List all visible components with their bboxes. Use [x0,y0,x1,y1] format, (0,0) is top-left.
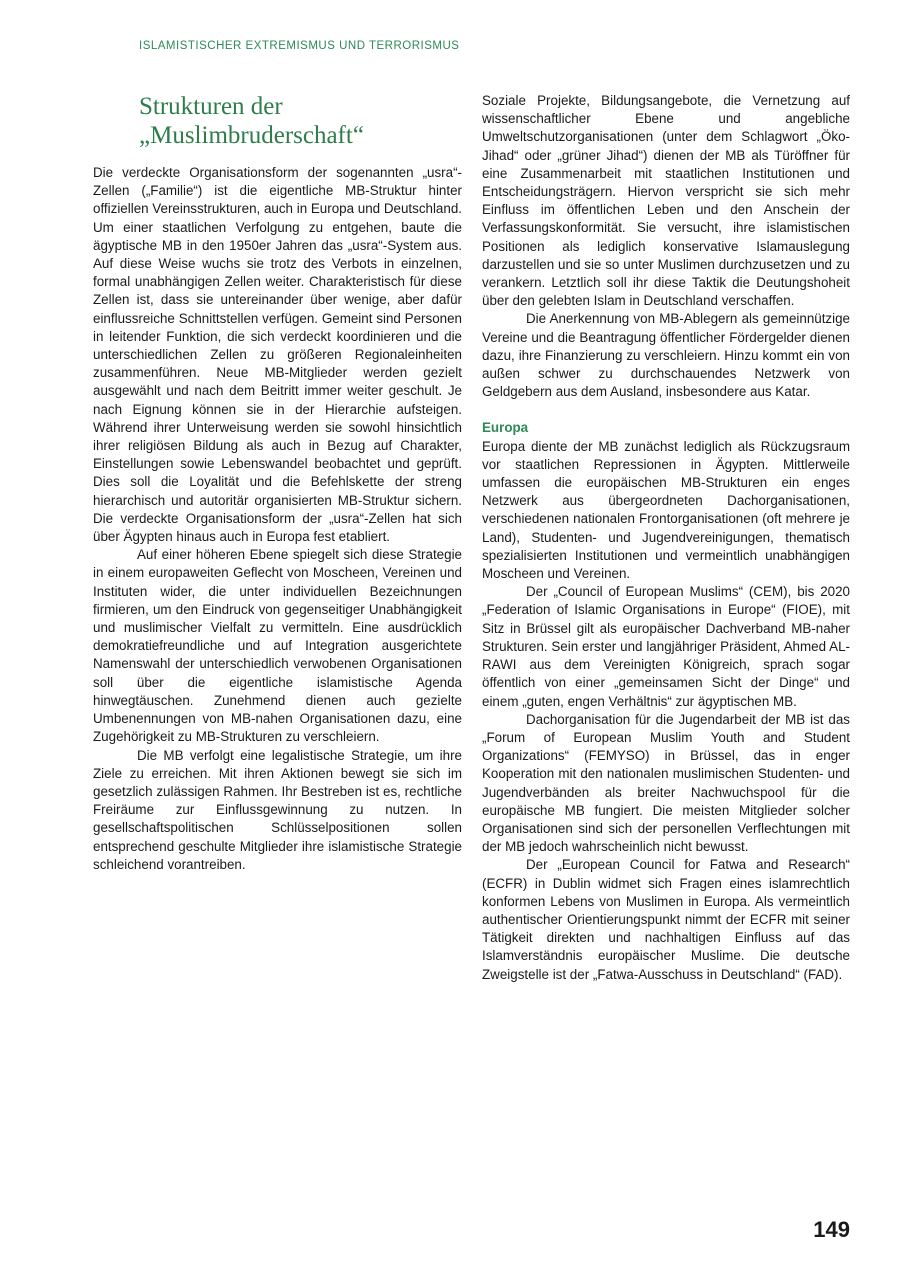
paragraph-financing: Die Anerkennung von MB-Ablegern als gemeinnützige Vereine und die Beantragung öffentlicher Fördergelder dienen dazu, ihre Finanzierung zu verschleiern. Hinzu kommt ein von außen schwer zu durchschauendes Netzwerk von Geldgebern aus dem Ausland, insbesondere aus Katar. [482,311,850,400]
paragraph-usra-cells: Die verdeckte Organisationsform der sogenannten „usra“-Zellen („Familie“) ist die eigentliche MB-Struktur hinter offiziellen Vereinsstrukturen, auch in Europa und Deutschland. Um einer staatlichen Verfolgung zu entgehen, baute die ägyptische MB in den 1950er Jahren das „usra“-System aus. Auf diese Weise wuchs sie trotz des Verbots in einzelnen, formal unabhängigen Zellen weiter. Charakteristisch für diese Zellen ist, dass sie untereinander über wenige, aber dafür einflussreiche Schnittstellen verfügen. Gemeint sind Personen in leitender Funktion, die sich verdeckt koordinieren und die unterschiedlichen Zellen zu größeren Regionaleinheiten zusammenführen. Neue MB-Mitglieder werden gezielt ausgewählt und nach dem Beitritt immer weiter geschult. Je nach Eignung können sie in der Hierarchie aufsteigen. Während ihrer Unterweisung werden sie sowohl hinsichtlich ihrer religiösen Bildung als auch in Bezug auf Charakter, Einstellungen sowie Lebenswandel beobachtet und geprüft. Dies soll die Loyalität und die Befehlskette der streng hierarchisch und autoritär organisierten MB-Struktur sichern. Die verdeckte Organisationsform der „usra“-Zellen hat sich über Ägypten hinaus auch in Europa fest etabliert. [93,165,462,545]
section-title-line1: Strukturen der [139,93,283,120]
paragraph-european-network: Auf einer höheren Ebene spiegelt sich diese Strategie in einem europaweiten Geflecht von Moscheen, Vereinen und Instituten wider, die unter individuellen Bezeichnungen firmieren, um den Eindruck von gegenseitiger Unabhängigkeit und muslimischer Vielfalt zu vermitteln. Eine ausdrücklich demokratiefreundliche und auf Integration ausgerichtete Namenswahl der unterschiedlich verwobenen Organisationen soll über die eigentliche islamistische Agenda hinwegtäuschen. Zunehmend dienen auch gezielte Umbenennungen von MB-nahen Organisationen dazu, eine Zugehörigkeit zu MB-Strukturen zu verschleiern. [93,547,462,745]
page-number: 149 [813,1217,850,1242]
section-title [139,92,462,150]
paragraph-cem: Der „Council of European Muslims“ (CEM), bis 2020 „Federation of Islamic Organisations in Europe“ (FIOE), mit Sitz in Brüssel gilt als europäischer Dachverband MB-naher Strukturen. Sein erster und langjähriger Präsident, Ahmed AL-RAWI aus dem Vereinigten Königreich, sprach sogar öffentlich von einer „gemeinsamen Sicht der Dinge“ und einem „guten, engen Verhältnis“ zur ägyptischen MB. [482,584,850,709]
section-title-line2: „Muslimbruderschaft“ [139,122,364,149]
running-header: ISLAMISTISCHER EXTREMISMUS UND TERRORISMUS [139,40,460,52]
right-column [482,92,850,984]
subhead-europa: Europa [482,420,529,436]
left-column [93,92,462,874]
paragraph-legalistic-strategy: Die MB verfolgt eine legalistische Strategie, um ihre Ziele zu erreichen. Mit ihren Aktionen bewegt sie sich im gesetzlich zulässigen Rahmen. Ihr Bestreben ist es, rechtliche Freiräume zur Einflussgewinnung zu nutzen. In gesellschaftspolitischen Schlüsselpositionen sollen entsprechend geschulte Mitglieder ihre islamistische Strategie schleichend vorantreiben. [93,747,462,872]
paragraph-femyso: Dachorganisation für die Jugendarbeit der MB ist das „Forum of European Muslim Youth and Student Organizations“ (FEMYSO) in Brüssel, das in enger Kooperation mit den nationalen muslimischen Studenten- und Jugendverbänden als breiter Nachwuchspool für die europäische MB fungiert. Die meisten Mitglieder solcher Organisationen sind sich der personellen Verflechtungen mit der MB jedoch wahrscheinlich nicht bewusst. [482,711,850,855]
paragraph-social-projects: Soziale Projekte, Bildungsangebote, die Vernetzung auf wissenschaftlicher Ebene und angebliche Umweltschutzorganisationen (unter dem Schlagwort „Öko-Jihad“ oder „grüner Jihad“) dienen der MB als Türöffner für eine Zusammenarbeit mit staatlichen Institutionen und Entscheidungsträgern. Hiervon verspricht sie sich mehr Einfluss im öffentlichen Leben und den Anschein der Verfassungskonformität. Sie versucht, ihre islamistischen Positionen als lediglich konservative Islamauslegung darzustellen und sie so unter Muslimen durchzusetzen und zu verankern. Letztlich soll ihr diese Taktik die Deutungshoheit über den gelebten Islam in Deutschland verschaffen. [482,93,850,309]
paragraph-europa-intro: Europa diente der MB zunächst lediglich als Rückzugsraum vor staatlichen Repressionen in Ägypten. Mittlerweile umfassen die europäischen MB-Strukturen ein enges Netzwerk aus übergeordneten Dachorganisationen, verschiedenen nationalen Frontorganisationen (oft mehrere je Land), Studenten- und Jugendvereinigungen, thematisch spezialisierten Institutionen und vermeintlich unabhängigen Moscheen und Vereinen. [482,438,850,582]
paragraph-ecfr: Der „European Council for Fatwa and Research“ (ECFR) in Dublin widmet sich Fragen eines islamrechtlich konformen Lebens von Muslimen in Europa. Als vermeintlich authentischer Orientierungspunkt nimmt der ECFR mit seiner Tätigkeit direkten und nachhaltigen Einfluss auf das Islamverständnis europäischer Muslime. Die deutsche Zweigstelle ist der „Fatwa-Ausschuss in Deutschland“ (FAD). [482,857,850,982]
